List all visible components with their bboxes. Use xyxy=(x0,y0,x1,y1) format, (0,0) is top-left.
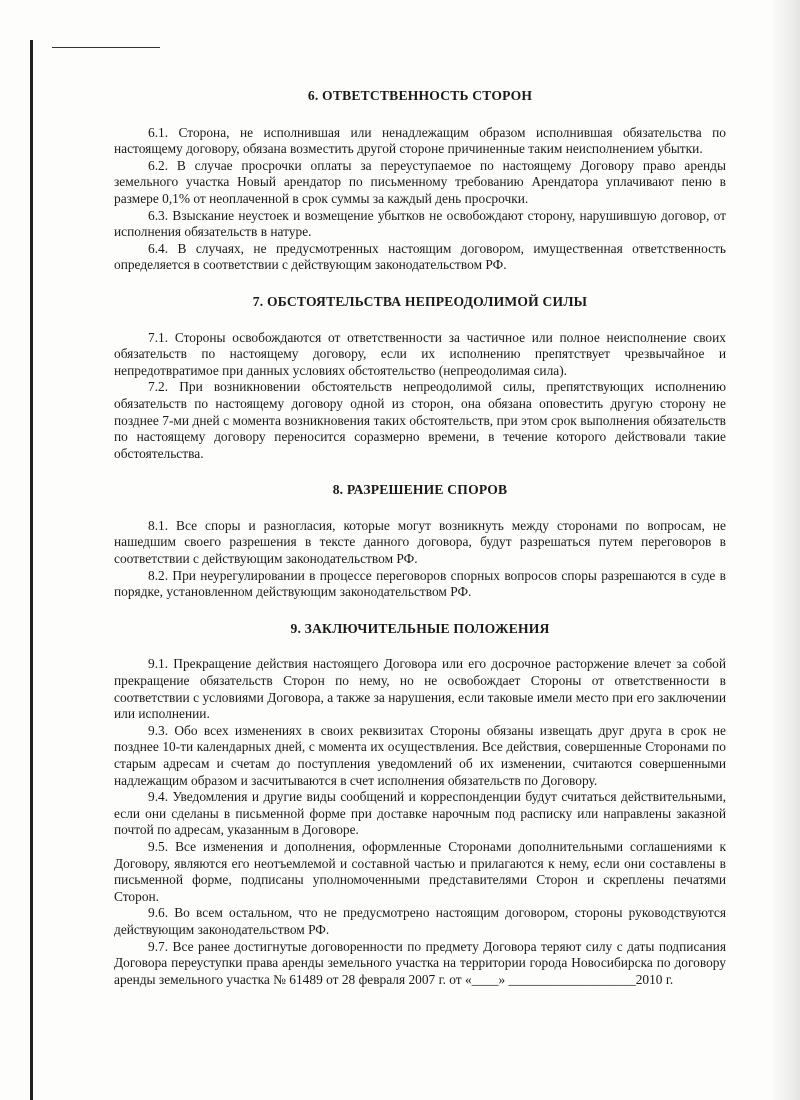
page-edge-shadow xyxy=(772,0,800,1100)
clause-9-4: 9.4. Уведомления и другие виды сообщений и корреспонденции будут считаться действительными, если они сделаны в письменной форме при доставке нарочным под расписку или направлены заказной почтой по адресам, указанным в Договоре. xyxy=(114,789,726,838)
clause-6-2: 6.2. В случае просрочки оплаты за переуступаемое по настоящему Договору право аренды земельного участка Новый арендатор по письменному требованию Арендатора уплачивают пеню в размере 0,1% от неоплаченной в срок суммы за каждый день просрочки. xyxy=(114,157,726,206)
section-6-title: 6. ОТВЕТСТВЕННОСТЬ СТОРОН xyxy=(307,88,533,103)
document-body xyxy=(114,88,726,988)
header-rule xyxy=(52,47,160,48)
clause-8-1: 8.1. Все споры и разногласия, которые могут возникнуть между сторонами по вопросам, не нашедшим своего разрешения в тексте данного договора, будут разрешаться путем переговоров в соответствии с действующим законодательством РФ. xyxy=(114,517,726,567)
binding-margin-line xyxy=(30,40,33,1100)
clause-9-1: 9.1. Прекращение действия настоящего Договора или его досрочное расторжение влечет за собой прекращение обязательств Сторон по нему, но не освобождает Стороны от ответственности в соответствии с условиями Договора, а также за нарушения, если таковые имели место при его заключении или исполнении. xyxy=(114,656,726,722)
clause-6-3: 6.3. Взыскание неустоек и возмещение убытков не освобождают сторону, нарушившую договор, от исполнения обязательств в натуре. xyxy=(114,207,726,240)
clause-7-1: 7.1. Стороны освобождаются от ответственности за частичное или полное неисполнение своих обязательств по настоящему договору, если их исполнению препятствует чрезвычайное и непредотвратимое при данных условиях обстоятельство (непреодолимая сила). xyxy=(114,329,726,378)
section-8-title: 8. РАЗРЕШЕНИЕ СПОРОВ xyxy=(332,482,508,498)
clause-8-2: 8.2. При неурегулировании в процессе переговоров спорных вопросов споры разрешаются в суде в порядке, установленном действующим законодательством РФ. xyxy=(114,567,726,600)
clause-9-5: 9.5. Все изменения и дополнения, оформленные Сторонами дополнительными соглашениями к Договору, являются его неотъемлемой и составной частью и прилагаются к нему, если они составлены в письменной форме, подписаны уполномоченными представителями Сторон и скреплены печатями Сторон. xyxy=(114,838,726,904)
clause-6-4: 6.4. В случаях, не предусмотренных настоящим договором, имущественная ответственность определяется в соответствии с действующим законодательством РФ. xyxy=(114,240,726,273)
clause-9-6: 9.6. Во всем остальном, что не предусмотрено настоящим договором, стороны руководствуются действующим законодательством РФ. xyxy=(114,905,726,937)
section-7-title: 7. ОБСТОЯТЕЛЬСТВА НЕПРЕОДОЛИМОЙ СИЛЫ xyxy=(252,293,588,309)
clause-7-2: 7.2. При возникновении обстоятельств непреодолимой силы, препятствующих исполнению обязательств по настоящему договору одной из сторон, она обязана оповестить другую сторону не позднее 7-ми дней с момента возникновения таких обстоятельств, при этом срок выполнения обязательств по настоящему договору переносится соразмерно времени, в течение которого действовали такие обстоятельства. xyxy=(114,379,726,461)
clause-9-7: 9.7. Все ранее достигнутые договоренности по предмету Договора теряют силу с даты подписания Договора переуступки права аренды земельного участка на территории города Новосибирска по договору аренды земельного участка № 61489 от 28 февраля 2007 г. от «____» ___________________2010 г. xyxy=(114,938,726,987)
section-9-title: 9. ЗАКЛЮЧИТЕЛЬНЫЕ ПОЛОЖЕНИЯ xyxy=(290,620,550,636)
clause-6-1: 6.1. Сторона, не исполнившая или ненадлежащим образом исполнившая обязательства по настоящему договору, обязана возместить другой стороне причиненные таким неисполнением убытки. xyxy=(114,124,726,157)
clause-9-3: 9.3. Обо всех изменениях в своих реквизитах Стороны обязаны извещать друг друга в срок не позднее 10-ти календарных дней, с момента их осуществления. Все действия, совершенные Сторонами по старым адресам и счетам до поступления уведомлений об их изменении, считаются совершенными надлежащим образом и засчитываются в счет исполнения обязательств по Договору. xyxy=(114,722,726,788)
